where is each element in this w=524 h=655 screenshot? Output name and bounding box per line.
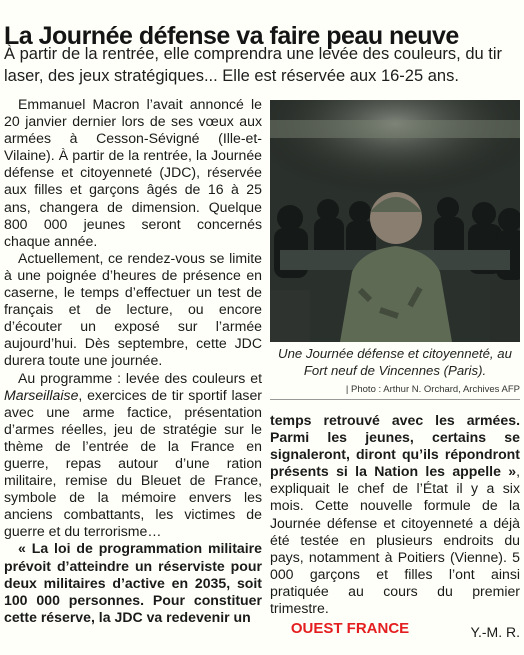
paragraph-3 xyxy=(4,370,262,541)
article-column-2 xyxy=(270,412,520,617)
quote-end: temps retrouvé avec les armées. Parmi les jeunes, certains se signaleront, diront qu’ils répondront présents si la Nation les appelle » xyxy=(270,412,520,480)
photo-credit: | Photo : Arthur N. Orchard, Archives AFP xyxy=(345,384,520,395)
paragraph-1: Emmanuel Macron l’avait annoncé le 20 janvier dernier lors de ses vœux aux armées à Cesson-Sévigné (Ille-et-Vilaine). À partir de la rentrée, la Journée défense et citoyenneté (JDC), réservée aux filles et garçons âgés de 16 à 25 ans, changera de dimension. Quelque 800 000 jeunes seront concernés chaque année. xyxy=(4,96,262,249)
soldiers-photo-illustration xyxy=(270,100,520,342)
paragraph-3-start: Au programme : levée des couleurs et xyxy=(18,369,262,386)
standfirst: À partir de la rentrée, elle comprendra une levée des couleurs, du tir laser, des jeux stratégiques... Elle est réservée aux 16-25 ans. xyxy=(4,45,503,85)
photo-caption: Une Journée défense et citoyenneté, au Fort neuf de Vincennes (Paris). xyxy=(278,346,512,378)
paragraph-5-end: , expliquait le chef de l’État il y a six mois. Cette nouvelle formule de la Journée défense et citoyenneté a déjà été testée en plusieurs endroits du pays, notamment à Poitiers (Vienne). 5 000 garçons et filles l’ont ainsi pratiquée au cours du premier trimestre. xyxy=(270,463,520,617)
quote-start: « La loi de programmation militaire prévoit d’atteindre un réserviste pour deux militaires d’active en 2035, soit 100 000 personnes. Pour constituer cette réserve, la JDC va redevenir un xyxy=(4,540,262,625)
author-signature: Y.-M. R. xyxy=(470,624,520,640)
paragraph-3-end: , exercices de tir sportif laser avec une arme factice, présentation d’armes réelles, jeu de stratégie sur le thème de l’entrée de la France en guerre, repas autour d’une ration militaire, remise du Bleuet de France, symbole de la mémoire envers les anciens combattants, les victimes de guerre et du terrorisme… xyxy=(4,386,262,540)
paragraph-2: Actuellement, ce rendez-vous se limite à une poignée d’heures de présence en caserne, le temps d’effectuer un test de français et de lecture, ou encore d’écouter un exposé sur l’armée aujourd’hui. Dès septembre, cette JDC durera toute une journée. xyxy=(4,249,262,369)
paragraph-5 xyxy=(270,412,520,617)
paragraph-4-quote xyxy=(4,540,262,625)
source-label: OUEST FRANCE xyxy=(290,620,410,637)
article-column-1 xyxy=(4,96,262,626)
headline: La Journée défense va faire peau neuve xyxy=(4,21,459,50)
marseillaise-text: Marseillaise xyxy=(4,386,79,403)
article-photo xyxy=(270,100,520,342)
caption-divider xyxy=(270,399,520,400)
